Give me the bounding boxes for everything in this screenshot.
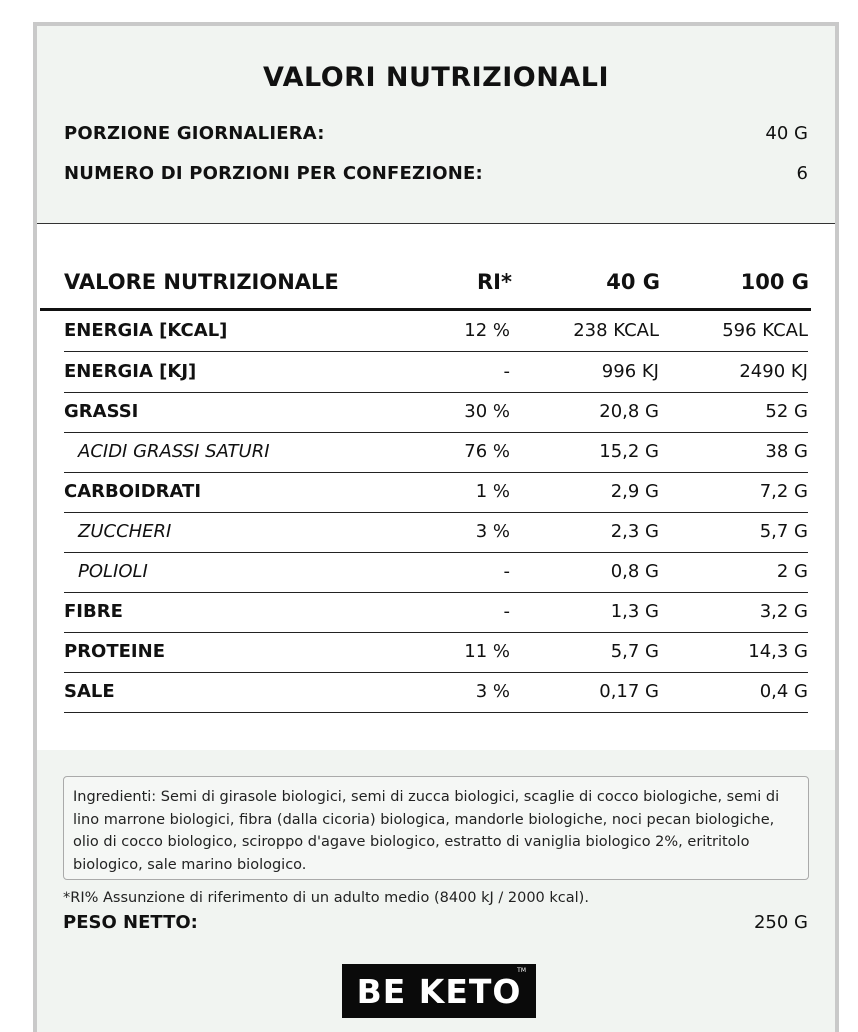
ri-value: 11 % [464, 641, 510, 662]
per-40g-value: 0,17 G [599, 681, 659, 702]
table-row [64, 552, 808, 593]
table-row [64, 392, 808, 433]
nutrient-name: PROTEINE [64, 641, 165, 662]
per-40g-value: 5,7 G [610, 641, 659, 662]
nutrition-table [37, 224, 835, 750]
brand-logo [342, 964, 536, 1018]
header-40g: 40 G [606, 270, 660, 294]
per-100g-value: 3,2 G [759, 601, 808, 622]
per-100g-value: 38 G [765, 441, 808, 462]
serving-label: PORZIONE GIORNALIERA: [64, 123, 325, 144]
serving-row [64, 123, 808, 149]
ri-footnote: *RI% Assunzione di riferimento di un adulto medio (8400 kJ / 2000 kcal). [63, 890, 589, 906]
ri-value: 3 % [475, 521, 510, 542]
ri-value: - [503, 561, 510, 582]
brand-logo-text: BE KETO [356, 972, 522, 1011]
ingredients-box: Ingredienti: Semi di girasole biologici, semi di zucca biologici, scaglie di cocco biologiche, semi di lino marrone biologici, fibra (dalla cicoria) biologica, mandorle biologiche, noci pecan biologiche, olio di cocco biologico, sciroppo d'agave biologico, estratto di vaniglia biologico 2%, eritritolo biologico, sale marino biologico. [63, 776, 809, 880]
portions-label: NUMERO DI PORZIONI PER CONFEZIONE: [64, 163, 483, 184]
per-100g-value: 14,3 G [748, 641, 808, 662]
nutrient-name: ZUCCHERI [78, 521, 172, 542]
ri-value: 3 % [475, 681, 510, 702]
per-100g-value: 5,7 G [759, 521, 808, 542]
header-ri: RI* [477, 270, 512, 294]
ri-value: 12 % [464, 320, 510, 341]
per-40g-value: 2,3 G [610, 521, 659, 542]
net-weight-label: PESO NETTO: [63, 912, 198, 933]
nutrient-name: ENERGIA [KCAL] [64, 320, 228, 341]
per-40g-value: 20,8 G [599, 401, 659, 422]
table-row [64, 472, 808, 513]
per-100g-value: 7,2 G [759, 481, 808, 502]
table-row [64, 352, 808, 393]
per-40g-value: 996 KJ [601, 361, 659, 382]
portions-value: 6 [796, 163, 808, 184]
ri-value: 1 % [475, 481, 510, 502]
ri-value: 30 % [464, 401, 510, 422]
table-row [64, 432, 808, 473]
per-100g-value: 596 KCAL [722, 320, 808, 341]
per-100g-value: 2490 KJ [739, 361, 808, 382]
label-header [37, 26, 835, 224]
table-row [64, 512, 808, 553]
label-title: VALORI NUTRIZIONALI [263, 62, 609, 93]
trademark-mark: TM [517, 967, 526, 974]
net-weight-value: 250 G [753, 912, 808, 933]
per-40g-value: 2,9 G [610, 481, 659, 502]
per-100g-value: 2 G [776, 561, 808, 582]
ri-value: 76 % [464, 441, 510, 462]
nutrition-label-panel [33, 22, 839, 1032]
nutrient-name: ENERGIA [KJ] [64, 361, 197, 382]
table-row [64, 311, 808, 352]
ri-value: - [503, 361, 510, 382]
per-40g-value: 238 KCAL [573, 320, 659, 341]
per-100g-value: 52 G [765, 401, 808, 422]
net-weight-row [63, 912, 808, 938]
table-row [64, 632, 808, 673]
nutrient-name: GRASSI [64, 401, 139, 422]
nutrient-name: ACIDI GRASSI SATURI [78, 441, 270, 462]
header-100g: 100 G [740, 270, 809, 294]
nutrient-name: CARBOIDRATI [64, 481, 202, 502]
table-row [64, 672, 808, 713]
portions-row [64, 163, 808, 189]
per-40g-value: 0,8 G [610, 561, 659, 582]
header-nutrient: VALORE NUTRIZIONALE [64, 270, 339, 294]
per-40g-value: 1,3 G [610, 601, 659, 622]
nutrient-name: FIBRE [64, 601, 123, 622]
per-40g-value: 15,2 G [599, 441, 659, 462]
serving-value: 40 G [765, 123, 808, 144]
nutrient-name: POLIOLI [78, 561, 148, 582]
per-100g-value: 0,4 G [759, 681, 808, 702]
nutrient-name: SALE [64, 681, 115, 702]
ri-value: - [503, 601, 510, 622]
table-row [64, 592, 808, 633]
